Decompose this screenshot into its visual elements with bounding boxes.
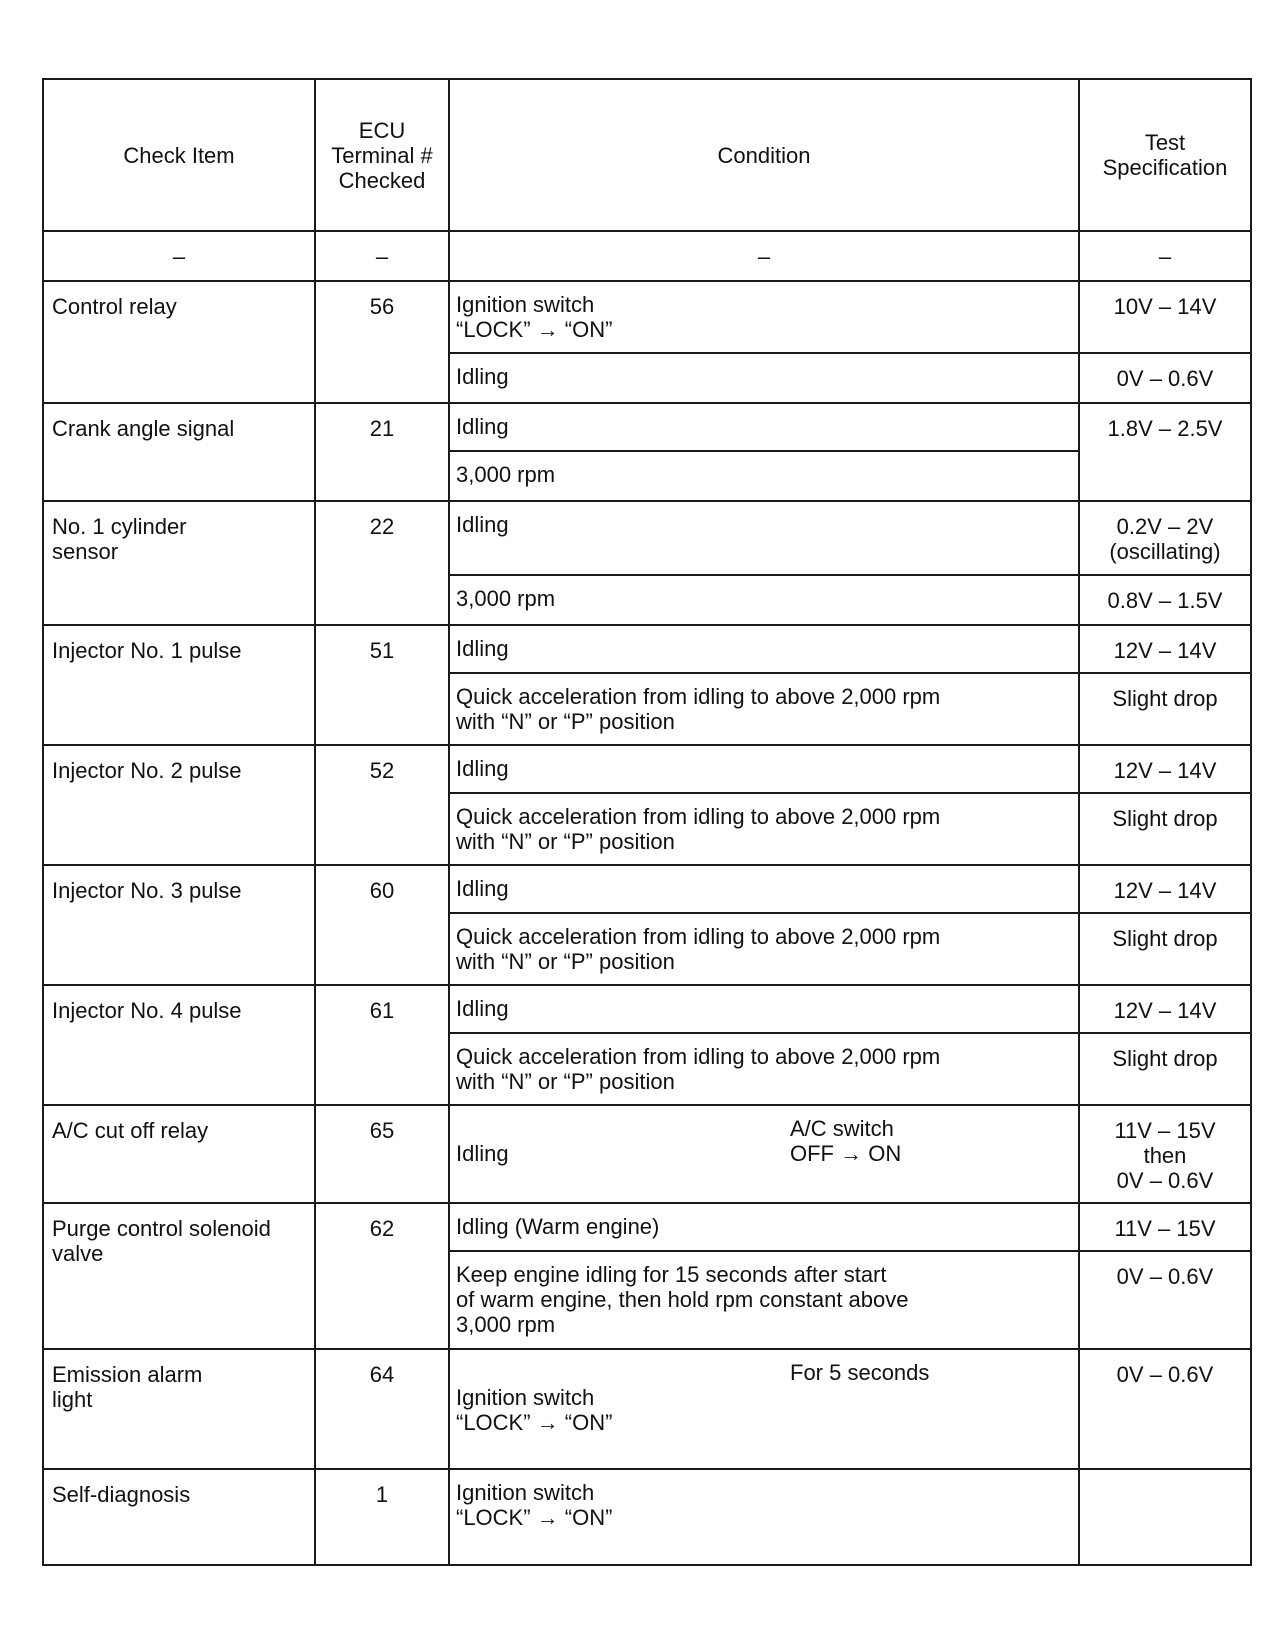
- condition: Quick acceleration from idling to above 2,000 rpm with “N” or “P” position: [449, 1033, 1079, 1105]
- condition: Idling: [449, 985, 1079, 1033]
- dash-cell: –: [315, 231, 449, 281]
- table-row: [43, 745, 1251, 793]
- condition: Idling: [449, 501, 1079, 575]
- condition-main: Idling: [456, 1141, 509, 1166]
- condition: [449, 1105, 1079, 1203]
- check-item: Control relay: [43, 281, 315, 403]
- check-item: Purge control solenoid valve: [43, 1203, 315, 1349]
- test-spec: Slight drop: [1079, 793, 1251, 865]
- check-item: Injector No. 2 pulse: [43, 745, 315, 865]
- dash-cell: –: [449, 231, 1079, 281]
- condition: Keep engine idling for 15 seconds after start of warm engine, then hold rpm constant above 3,000 rpm: [449, 1251, 1079, 1349]
- condition: Idling: [449, 625, 1079, 673]
- check-item: Self-diagnosis: [43, 1469, 315, 1565]
- terminal-number: 1: [315, 1469, 449, 1565]
- terminal-number: 22: [315, 501, 449, 625]
- terminal-number: 51: [315, 625, 449, 745]
- condition: 3,000 rpm: [449, 451, 1079, 501]
- table-row: [43, 1105, 1251, 1203]
- check-item: Injector No. 4 pulse: [43, 985, 315, 1105]
- condition: Ignition switch “LOCK” → “ON”: [449, 281, 1079, 353]
- table-row: [43, 865, 1251, 913]
- condition: Quick acceleration from idling to above 2,000 rpm with “N” or “P” position: [449, 673, 1079, 745]
- test-spec: 10V – 14V: [1079, 281, 1251, 353]
- test-spec: 12V – 14V: [1079, 625, 1251, 673]
- terminal-number: 64: [315, 1349, 449, 1469]
- header-condition: Condition: [449, 79, 1079, 231]
- condition: 3,000 rpm: [449, 575, 1079, 625]
- test-spec: 12V – 14V: [1079, 865, 1251, 913]
- condition-main: Ignition switch “LOCK” → “ON”: [456, 1385, 613, 1435]
- header-spec: Test Specification: [1079, 79, 1251, 231]
- test-spec: Slight drop: [1079, 1033, 1251, 1105]
- test-spec: [1079, 1469, 1251, 1565]
- check-item: A/C cut off relay: [43, 1105, 315, 1203]
- ecu-check-table-sheet: [42, 78, 1250, 1566]
- header-check-item: Check Item: [43, 79, 315, 231]
- condition: Idling (Warm engine): [449, 1203, 1079, 1251]
- dash-cell: –: [43, 231, 315, 281]
- test-spec: 12V – 14V: [1079, 985, 1251, 1033]
- condition: Idling: [449, 745, 1079, 793]
- test-spec: 0V – 0.6V: [1079, 1251, 1251, 1349]
- condition: Idling: [449, 353, 1079, 403]
- condition: [449, 1349, 1079, 1469]
- table-row: [43, 501, 1251, 575]
- terminal-number: 52: [315, 745, 449, 865]
- header-row: [43, 79, 1251, 231]
- check-item: No. 1 cylinder sensor: [43, 501, 315, 625]
- check-item: Injector No. 3 pulse: [43, 865, 315, 985]
- terminal-number: 65: [315, 1105, 449, 1203]
- condition-side: For 5 seconds: [790, 1360, 930, 1385]
- condition: Quick acceleration from idling to above 2,000 rpm with “N” or “P” position: [449, 913, 1079, 985]
- test-spec: 0.2V – 2V (oscillating): [1079, 501, 1251, 575]
- test-spec: 0V – 0.6V: [1079, 1349, 1251, 1469]
- test-spec: 12V – 14V: [1079, 745, 1251, 793]
- condition: Quick acceleration from idling to above 2,000 rpm with “N” or “P” position: [449, 793, 1079, 865]
- table-row: [43, 281, 1251, 353]
- terminal-number: 21: [315, 403, 449, 501]
- table-row: [43, 1349, 1251, 1469]
- condition: Ignition switch “LOCK” → “ON”: [449, 1469, 1079, 1565]
- check-item: Crank angle signal: [43, 403, 315, 501]
- terminal-number: 56: [315, 281, 449, 403]
- table-row: [43, 1203, 1251, 1251]
- terminal-number: 60: [315, 865, 449, 985]
- test-spec: 11V – 15V: [1079, 1203, 1251, 1251]
- dash-row: [43, 231, 1251, 281]
- condition-side: A/C switch OFF → ON: [790, 1116, 902, 1166]
- test-spec: 1.8V – 2.5V: [1079, 403, 1251, 501]
- check-item: Emission alarm light: [43, 1349, 315, 1469]
- ecu-check-table: [42, 78, 1252, 1566]
- check-item: Injector No. 1 pulse: [43, 625, 315, 745]
- terminal-number: 62: [315, 1203, 449, 1349]
- table-row: [43, 625, 1251, 673]
- condition: Idling: [449, 403, 1079, 451]
- table-row: [43, 1469, 1251, 1565]
- test-spec: 0V – 0.6V: [1079, 353, 1251, 403]
- test-spec: Slight drop: [1079, 673, 1251, 745]
- condition: Idling: [449, 865, 1079, 913]
- test-spec: 0.8V – 1.5V: [1079, 575, 1251, 625]
- test-spec: 11V – 15V then 0V – 0.6V: [1079, 1105, 1251, 1203]
- dash-cell: –: [1079, 231, 1251, 281]
- header-terminal: ECU Terminal # Checked: [315, 79, 449, 231]
- table-row: [43, 985, 1251, 1033]
- terminal-number: 61: [315, 985, 449, 1105]
- table-row: [43, 403, 1251, 451]
- test-spec: Slight drop: [1079, 913, 1251, 985]
